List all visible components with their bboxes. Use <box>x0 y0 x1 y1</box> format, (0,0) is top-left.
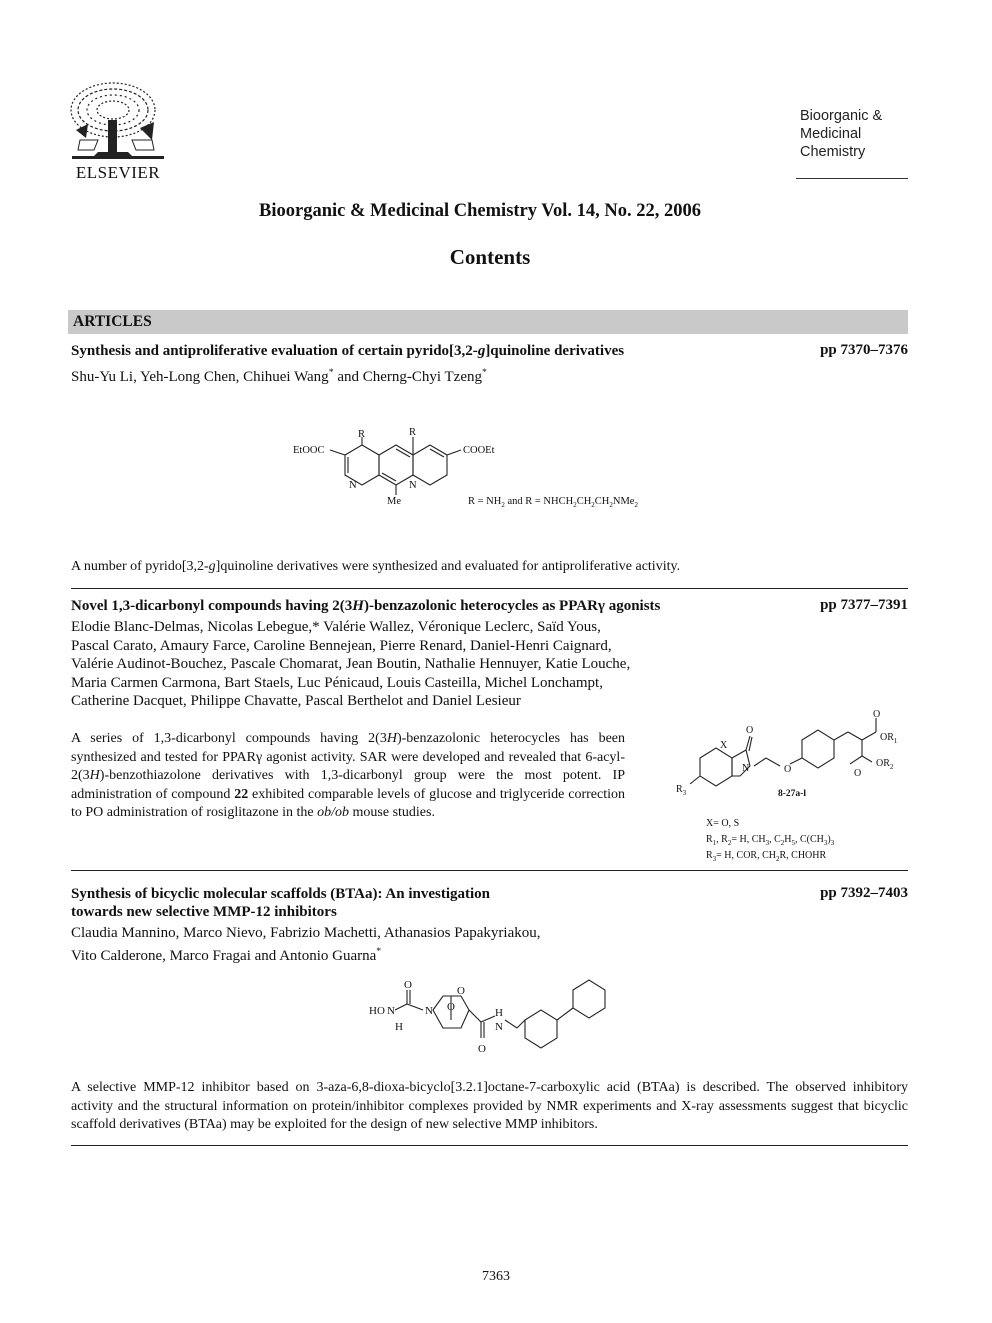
journal-brand-line: Medicinal <box>800 126 862 142</box>
hydrogen-label: H <box>395 1021 403 1033</box>
substituent-line: $R_1$, $R_2= H$, $CH_3$, $C_2H_5$, $C(CH_3)_3$ <box>706 834 835 847</box>
r-definition: $R = NH_2$ and $R = NHCH_2CH_2CH_2NMe_2$ <box>468 496 638 509</box>
nitrogen-label: N <box>425 1005 433 1017</box>
nitrogen-label: N <box>409 480 417 491</box>
chemical-structure-dicarbonyl <box>672 709 912 873</box>
x-label: X <box>720 740 728 751</box>
article-title[interactable] <box>71 342 791 360</box>
substituent-line: X= O, S <box>706 818 740 829</box>
chemical-structure-btaa <box>365 980 625 1065</box>
article-authors <box>71 618 771 711</box>
article-title-text: ]quinoline derivatives <box>485 343 625 359</box>
compound-label: 8-27a-l <box>778 789 806 799</box>
chemical-structure-pyridoquinoline <box>285 420 715 525</box>
oxygen-label: O <box>746 725 754 736</box>
article-abstract <box>71 558 911 577</box>
journal-brand-line: Bioorganic & <box>800 108 883 124</box>
methyl-label: Me <box>387 496 401 507</box>
r-label: R <box>358 429 366 440</box>
corresponding-mark: * <box>376 945 382 957</box>
ester-group-label: COOEt <box>463 445 495 456</box>
section-bar <box>68 310 908 334</box>
corresponding-mark: * <box>482 367 487 378</box>
article-abstract: A selective MMP-12 inhibitor based on 3-aza-6,8-dioxa-bicyclo[3.2.1]octane-7-carboxylic acid (BTAa) is described. The observed inhibitory activity and the structural information on protein/inhibitor complexes provided by NMR experiments and X-ray assessments suggest that bicyclic scaffold derivatives (BTAa) may be exploited for the design of new selective MMP inhibitors. <box>71 1080 908 1132</box>
author-name: Shu-Yu Li, Yeh-Long Chen, Chihuei Wang <box>71 369 329 385</box>
journal-brand <box>800 107 920 161</box>
author-line: Claudia Mannino, Marco Nievo, Fabrizio Machetti, Athanasios Papakyriakou, <box>71 925 541 941</box>
nitrogen-label: N <box>349 480 357 491</box>
hydroxy-label: HO <box>369 1005 385 1017</box>
article-authors <box>71 924 791 965</box>
oxygen-label: O <box>447 1001 455 1013</box>
abstract-text: A number of pyrido[3,2- <box>71 559 209 574</box>
oxygen-label: O <box>457 985 465 997</box>
author-line: Maria Carmen Carmona, Bart Staels, Luc Pénicaud, Louis Casteilla, Michel Lonchampt, <box>71 674 603 691</box>
page-title: Contents <box>449 245 531 269</box>
nitrogen-label: N <box>387 1005 395 1017</box>
article-title-line: Synthesis of bicyclic molecular scaffolds (BTAa): An investigation <box>71 886 491 902</box>
oxygen-label: O <box>478 1043 486 1055</box>
brand-divider <box>796 178 908 179</box>
oxygen-label: O <box>854 768 862 779</box>
nitrogen-label: N <box>495 1021 503 1033</box>
author-line: Vito Calderone, Marco Fragai and Antonio Guarna* <box>71 945 382 964</box>
author-line: Catherine Dacquet, Philippe Chavatte, Pascal Berthelot and Daniel Lesieur <box>71 693 521 709</box>
r-label: R <box>409 427 417 438</box>
issue-title: Bioorganic & Medicinal Chemistry Vol. 14, No. 22, 2006 <box>259 201 701 221</box>
author-line: Valérie Audinot-Bouchez, Pascale Chomarat, Jean Boutin, Nathalie Hennuyer, Katie Louche, <box>71 656 631 672</box>
article-pages: pp 7392–7403 <box>820 885 908 901</box>
article-pages: pp 7370–7376 <box>820 342 908 358</box>
oxygen-label: O <box>404 979 412 991</box>
ester-group-label: EtOOC <box>293 445 325 456</box>
publisher-name: ELSEVIER <box>75 163 161 182</box>
oxygen-label: O <box>784 764 792 775</box>
article-abstract: A series of 1,3-dicarbonyl compounds having 2(3H)-benzazolonic heterocycles has been synthesized and tested for PPARγ agonist activity. SAR were developed and revealed that 6-acyl-2(3H)-benzothiazolone derivatives with 1,3-dicarbonyl group were the most potent. IP administration of compound 22 exhibited comparable levels of glucose and triglyceride correction to PO administration of rosiglitazone in the ob/ob mouse studies. <box>71 731 625 820</box>
article-title-italic: g <box>477 343 486 359</box>
abstract-text: ]quinoline derivatives were synthesized and evaluated for antiproliferative activity. <box>215 559 681 574</box>
article-title-italic: H <box>352 598 364 614</box>
hydrogen-label: H <box>495 1007 503 1019</box>
article-title-line: towards new selective MMP-12 inhibitors <box>71 904 337 920</box>
author-line: Elodie Blanc-Delmas, Nicolas Lebegue,* Valérie Wallez, Véronique Leclerc, Saïd Yous, <box>71 619 601 635</box>
abstract-italic: g <box>208 559 216 574</box>
corresponding-mark: * <box>328 367 334 378</box>
r3-label: $R_3$ <box>676 784 687 797</box>
section-label: ARTICLES <box>73 313 152 330</box>
or1-label: $OR_1$ <box>880 732 898 745</box>
nitrogen-label: N <box>742 763 750 774</box>
article-divider <box>71 588 908 589</box>
oxygen-label: O <box>873 709 881 720</box>
article-title-text: Novel 1,3-dicarbonyl compounds having 2(3 <box>71 598 353 614</box>
article-title[interactable] <box>71 597 791 615</box>
article-pages: pp 7377–7391 <box>820 597 908 613</box>
article-authors <box>71 364 791 387</box>
article-divider <box>71 870 908 871</box>
author-name: and Cherng-Chyi Tzeng <box>333 369 483 385</box>
or2-label: $OR_2$ <box>876 758 894 771</box>
journal-brand-line: Chemistry <box>800 144 866 160</box>
article-title-text: Synthesis and antiproliferative evaluation of certain pyrido[3,2- <box>71 343 478 359</box>
article-title[interactable] <box>71 885 791 921</box>
article-divider <box>71 1145 908 1146</box>
article-title-text: )-benzazolonic heterocycles as PPARγ agonists <box>363 598 661 614</box>
page-number: 7363 <box>482 1269 510 1284</box>
substituent-line: $R_3= H$, COR, $CH_2R$, CHOHR <box>706 850 827 863</box>
author-line: Pascal Carato, Amaury Farce, Caroline Bennejean, Pierre Renard, Daniel-Henri Caignard, <box>71 637 612 654</box>
